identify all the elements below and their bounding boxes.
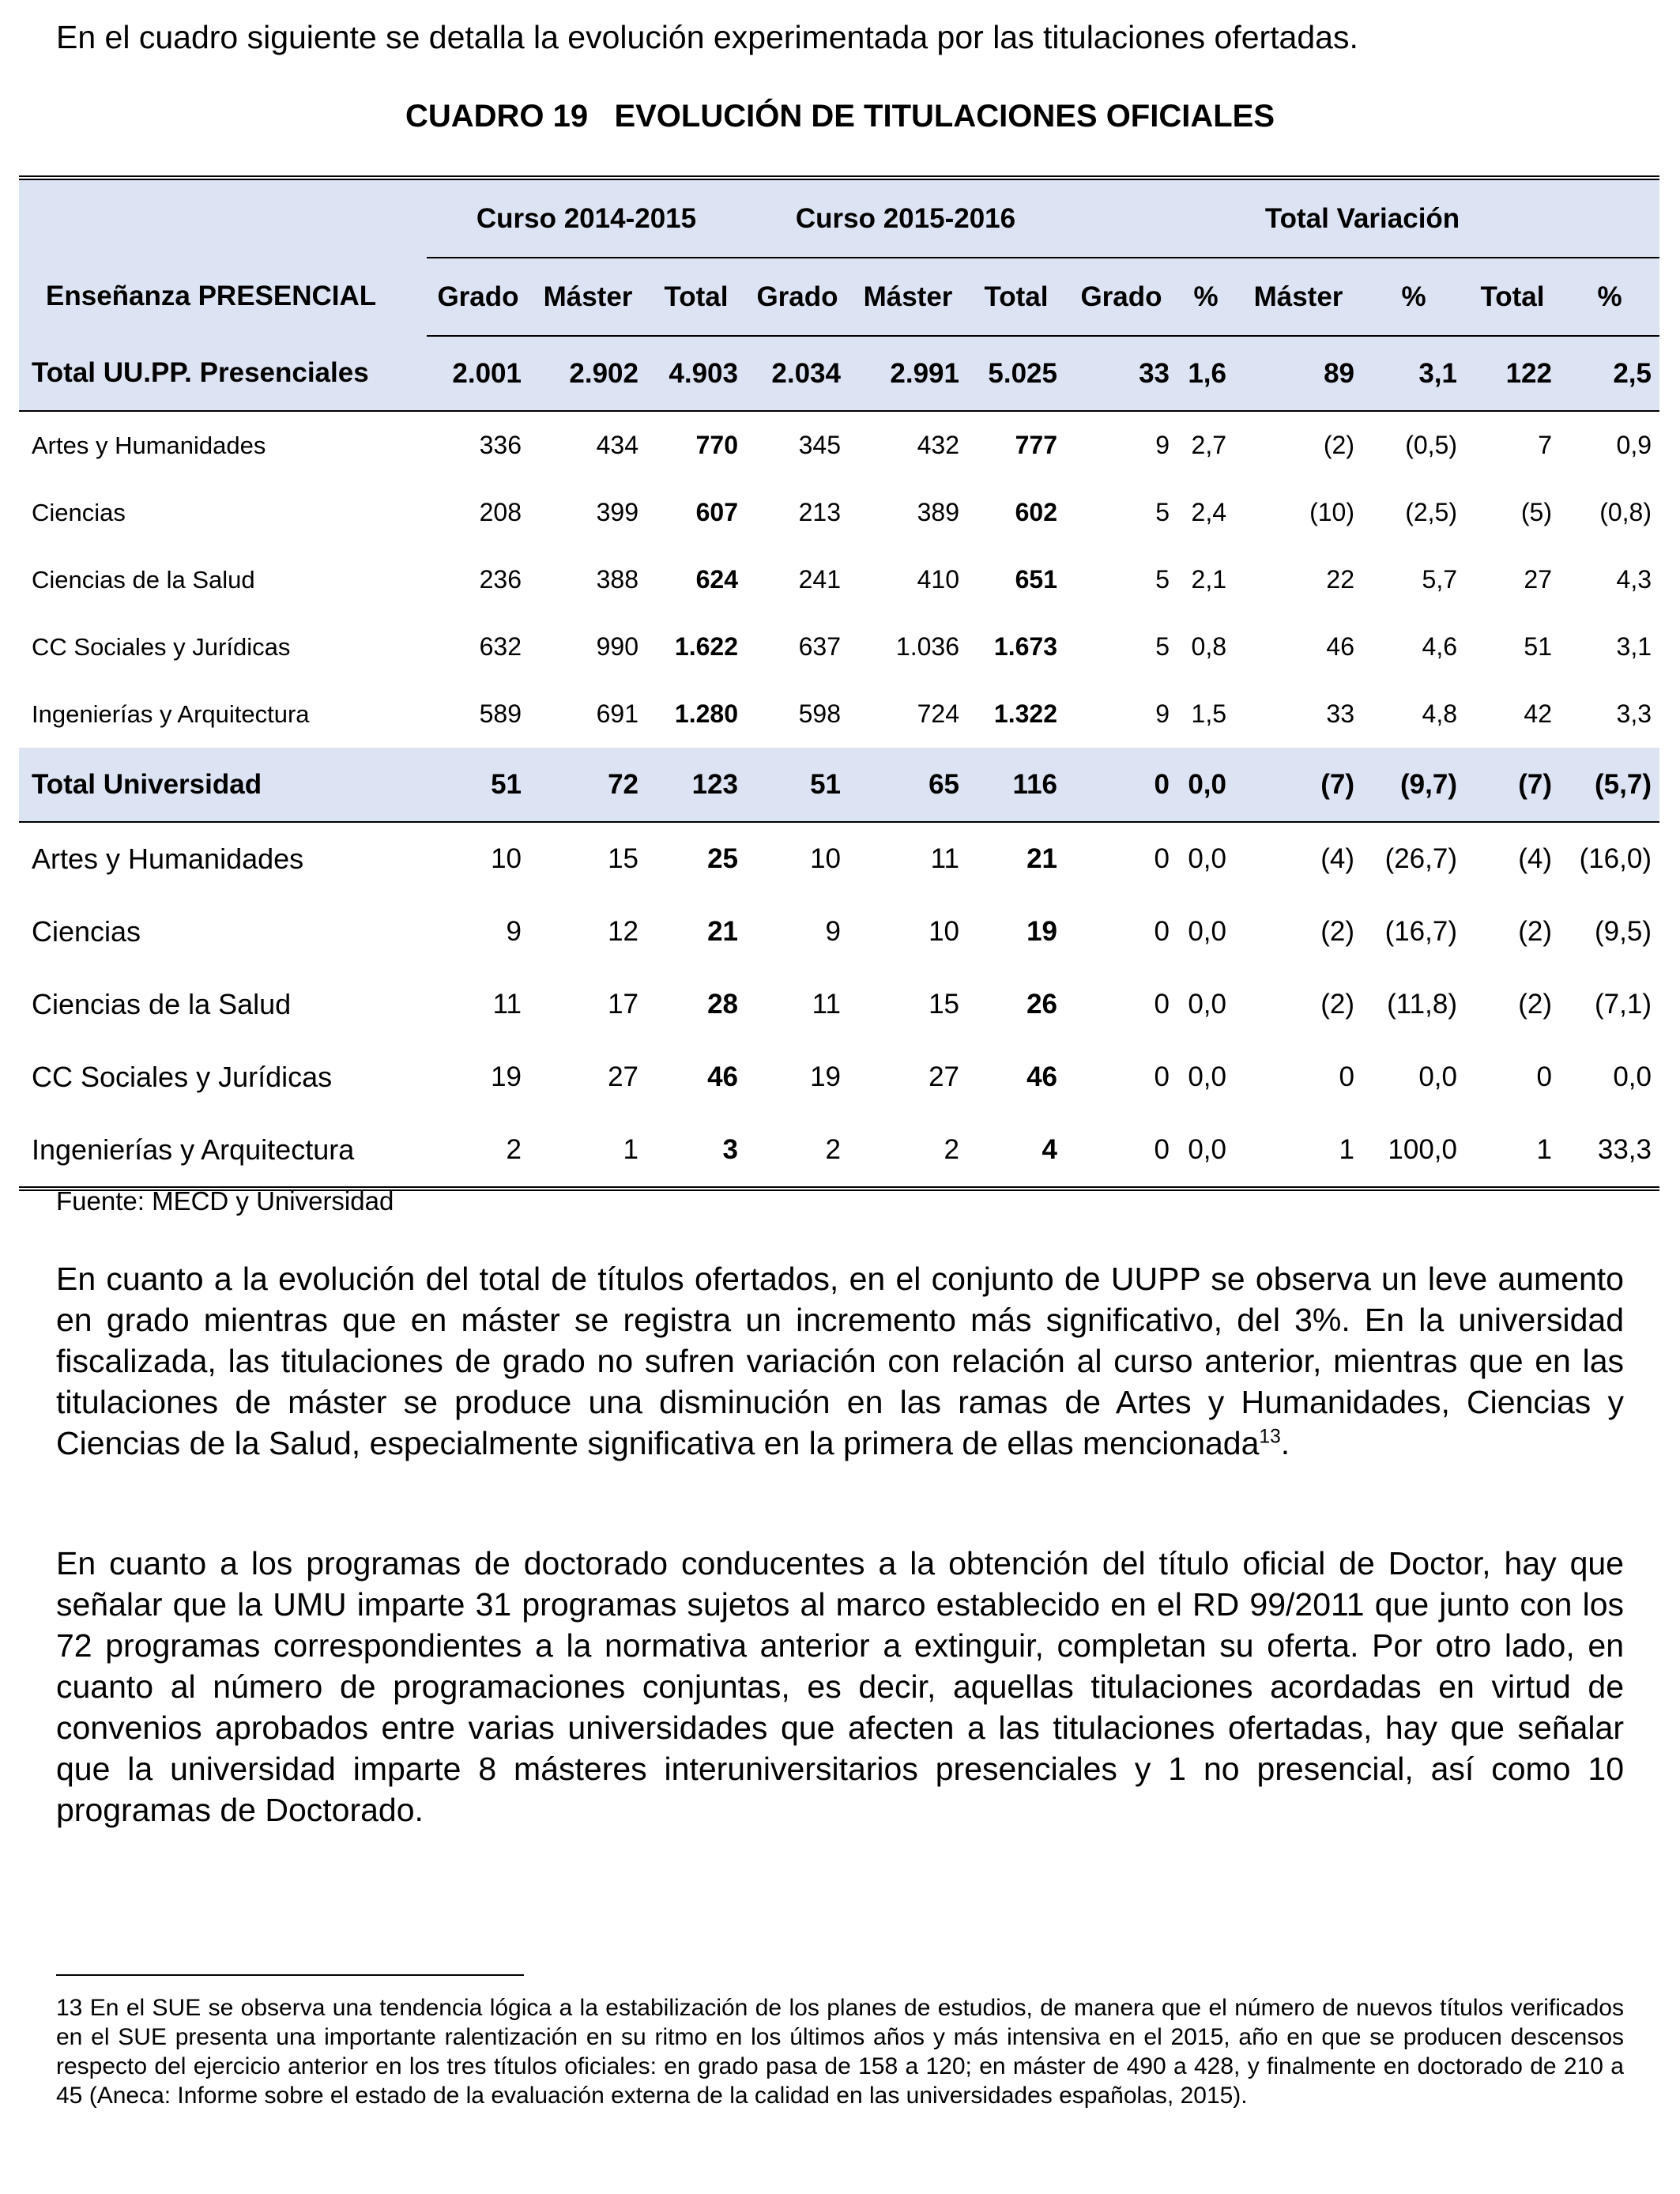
table-cell: 51	[427, 748, 529, 822]
table-row	[19, 895, 1659, 968]
table-cell: 651	[1015, 565, 1057, 594]
table-cell: 345	[798, 431, 841, 459]
table-cell: 389	[917, 498, 959, 526]
table-cell: (4)	[1518, 843, 1552, 874]
table-cell: 19	[810, 1061, 841, 1092]
table-cell: 208	[479, 498, 522, 526]
table-cell: 1.322	[993, 699, 1057, 728]
table-cell: (16,0)	[1579, 843, 1652, 874]
table-cell: 0	[1154, 916, 1170, 947]
table-cell: 4,3	[1616, 565, 1652, 594]
table-cell: 602	[1015, 498, 1057, 526]
table-cell: 89	[1234, 336, 1362, 411]
table-cell: 46	[1326, 632, 1354, 661]
paragraph-1-text: En cuanto a la evolución del total de títulos ofertados, en el conjunto de UUPP se observa un leve aumento en grado mientras que en máster se registra un incremento más significativo, del 3%. En la universidad fiscalizada, las titulaciones de grado no sufren variación con relación al curso anterior, mientras que en las titulaciones de máster se produce una disminución en las ramas de Artes y Humanidades, Ciencias y Ciencias de la Salud, especialmente significativa en la primera de ellas mencionada	[56, 1261, 1624, 1461]
table-cell: 27	[929, 1061, 959, 1092]
footnote-13: 13 En el SUE se observa una tendencia lógica a la estabilización de los planes de estudios, de manera que el número de nuevos títulos verificados en el SUE presenta una importante ralentización en su ritmo en los últimos años y más intensiva en el 2015, año en que se producen descensos respecto del ejercicio anterior en los tres títulos oficiales: en grado pasa de 158 a 120; en máster de 490 a 428, y finalmente en doctorado de 210 a 45 (Aneca: Informe sobre el estado de la evaluación externa de la calidad en las universidades españolas, 2015).	[56, 1995, 1624, 2109]
table-cell: 2,7	[1191, 431, 1226, 459]
table-cell: (5,7)	[1560, 748, 1659, 822]
table-cell: 0,0	[1188, 916, 1226, 947]
table-cell: (2)	[1323, 431, 1354, 459]
table-cell: (7)	[1465, 748, 1560, 822]
table-cell: 10	[491, 843, 522, 874]
row-label: Ciencias	[32, 498, 126, 526]
table-cell: (2,5)	[1405, 498, 1457, 526]
table-cell: 7	[1538, 431, 1552, 459]
column-header: Grado	[427, 258, 529, 336]
column-header: Grado	[1065, 258, 1177, 336]
table-cell: 22	[1326, 565, 1354, 594]
table-cell: (2)	[1320, 989, 1354, 1020]
table-cell: 5.025	[967, 336, 1065, 411]
row-label: Ciencias de la Salud	[32, 565, 255, 594]
table-cell: 691	[596, 699, 638, 728]
table-cell: 0,0	[1177, 1114, 1234, 1189]
table-cell: (11,8)	[1387, 989, 1457, 1020]
table-cell: 607	[695, 498, 738, 526]
row-label: Ciencias	[32, 915, 141, 948]
table-cell: 21	[1026, 843, 1057, 874]
table-cell: 3	[646, 1114, 746, 1189]
table-cell: 0,0	[1418, 1061, 1457, 1092]
table-cell: 46	[707, 1061, 738, 1092]
group-header: Total Variación	[1065, 180, 1659, 258]
table-row	[19, 613, 1659, 680]
row-label: Artes y Humanidades	[32, 431, 266, 459]
table-cell: 2.991	[849, 336, 967, 411]
table-cell: (2)	[1518, 989, 1552, 1020]
table-cell: 724	[917, 699, 959, 728]
table-cell: 1	[1234, 1114, 1362, 1189]
table-cell: 432	[917, 431, 959, 459]
paragraph-1	[56, 1258, 1624, 1464]
table-cell: 336	[479, 431, 522, 459]
table-cell: 3,3	[1616, 699, 1652, 728]
table-cell: (4)	[1320, 843, 1354, 874]
table-cell: 4,6	[1422, 632, 1457, 661]
table-cell: 0	[1339, 1061, 1354, 1092]
table-row	[19, 968, 1659, 1041]
table-cell: 0	[1154, 843, 1170, 874]
table-cell: 72	[529, 748, 646, 822]
column-header: %	[1560, 258, 1659, 336]
table-cell: 399	[596, 498, 638, 526]
table-cell: 12	[608, 916, 638, 947]
table-cell: 2,1	[1191, 565, 1226, 594]
row-label: Ciencias de la Salud	[32, 988, 292, 1020]
row-label: Artes y Humanidades	[32, 843, 304, 875]
table-cell: 0,8	[1191, 632, 1226, 661]
row-label: Total UU.PP. Presenciales	[19, 336, 427, 411]
table-cell: 213	[798, 498, 841, 526]
table-cell: 4	[967, 1114, 1065, 1189]
table-cell: 1.280	[674, 699, 738, 728]
table-cell: 123	[646, 748, 746, 822]
table-cell: 26	[1026, 989, 1057, 1020]
table-cell: 777	[1015, 431, 1057, 459]
table-cell: 236	[479, 565, 522, 594]
table-cell: 637	[798, 632, 841, 661]
table-cell: (7)	[1234, 748, 1362, 822]
table-cell: 5	[1155, 565, 1170, 594]
table-cell: 2.001	[427, 336, 529, 411]
total-row	[19, 748, 1659, 822]
table-cell: 5,7	[1422, 565, 1457, 594]
table-cell: 1	[1465, 1114, 1560, 1189]
table-cell: 4,8	[1422, 699, 1457, 728]
header-row-groups	[19, 180, 1659, 258]
table-cell: 0	[1065, 748, 1177, 822]
table-cell: 434	[596, 431, 638, 459]
column-header: Total	[646, 258, 746, 336]
table-cell: 9	[1155, 431, 1170, 459]
table-cell: 3,1	[1362, 336, 1465, 411]
table-cell: (26,7)	[1384, 843, 1457, 874]
intro-text: En el cuadro siguiente se detalla la evolución experimentada por las titulaciones ofertadas.	[56, 19, 1358, 55]
table-cell: (9,5)	[1595, 916, 1652, 947]
table-cell: 1	[529, 1114, 646, 1189]
row-label: CC Sociales y Jurídicas	[32, 1061, 333, 1093]
table-cell: 410	[917, 565, 959, 594]
table-cell: 2,4	[1191, 498, 1226, 526]
table-cell: 10	[810, 843, 841, 874]
table-row	[19, 479, 1659, 546]
table-cell: 21	[707, 916, 738, 947]
row-header: Enseñanza PRESENCIAL	[19, 180, 427, 336]
row-label: CC Sociales y Jurídicas	[32, 632, 291, 661]
footnote-divider	[56, 1974, 524, 1976]
table-cell: 17	[608, 989, 638, 1020]
total-row	[19, 336, 1659, 411]
table-cell: 2	[849, 1114, 967, 1189]
table-cell: 100,0	[1362, 1114, 1465, 1189]
table-cell: 770	[695, 431, 738, 459]
column-header: Total	[1465, 258, 1560, 336]
table-cell: 11	[492, 989, 522, 1020]
table-cell: (0,5)	[1405, 431, 1457, 459]
column-header: Total	[967, 258, 1065, 336]
table-cell: 15	[608, 843, 638, 874]
table-cell: 46	[1026, 1061, 1057, 1092]
table-cell: 116	[967, 748, 1065, 822]
source-note: Fuente: MECD y Universidad	[56, 1186, 394, 1216]
table-cell: 9	[1155, 699, 1170, 728]
column-header: Máster	[529, 258, 646, 336]
group-header: Curso 2014-2015	[427, 180, 746, 258]
table-cell: 33	[1065, 336, 1177, 411]
column-header: Grado	[746, 258, 849, 336]
table-cell: 0	[1065, 1114, 1177, 1189]
table-cell: (2)	[1320, 916, 1354, 947]
table-cell: 3,1	[1616, 632, 1652, 661]
table-cell: 9	[506, 916, 522, 947]
table-cell: 241	[798, 565, 841, 594]
table-cell: 589	[479, 699, 522, 728]
table-cell: (9,7)	[1362, 748, 1465, 822]
table-cell: 0	[1536, 1061, 1552, 1092]
table-cell: 27	[1524, 565, 1552, 594]
table-cell: 51	[1524, 632, 1552, 661]
titulaciones-table	[19, 175, 1659, 1191]
table-cell: (0,8)	[1599, 498, 1652, 526]
paragraph-1-end: .	[1280, 1425, 1290, 1461]
table-cell: 11	[930, 843, 959, 874]
table-cell: 25	[707, 843, 738, 874]
table-cell: 632	[479, 632, 522, 661]
table-cell: 9	[825, 916, 841, 947]
table-cell: 2,5	[1560, 336, 1659, 411]
table-cell: 10	[929, 916, 959, 947]
table-row	[19, 411, 1659, 479]
table-cell: 0,0	[1613, 1061, 1652, 1092]
table-cell: 122	[1465, 336, 1560, 411]
column-header: %	[1177, 258, 1234, 336]
table-cell: 51	[746, 748, 849, 822]
table-cell: 2	[746, 1114, 849, 1189]
footnote-ref[interactable]: 13	[1259, 1426, 1281, 1448]
column-header: Máster	[849, 258, 967, 336]
column-header: Máster	[1234, 258, 1362, 336]
table-cell: 0	[1154, 1061, 1170, 1092]
table-cell: 11	[812, 989, 841, 1020]
group-header: Curso 2015-2016	[746, 180, 1065, 258]
table-cell: 2	[427, 1114, 529, 1189]
row-label: Total Universidad	[19, 748, 427, 822]
table-cell: 0,0	[1188, 989, 1226, 1020]
table-cell: 65	[849, 748, 967, 822]
table-cell: 1.673	[993, 632, 1057, 661]
table-cell: 0,9	[1616, 431, 1652, 459]
table-cell: 990	[596, 632, 638, 661]
table-cell: (16,7)	[1384, 916, 1457, 947]
table-cell: (7,1)	[1595, 989, 1652, 1020]
row-label: Ingenierías y Arquitectura	[32, 699, 310, 728]
table-row	[19, 546, 1659, 613]
table-row	[19, 1114, 1659, 1189]
table-cell: (10)	[1309, 498, 1354, 526]
paragraph-2: En cuanto a los programas de doctorado conducentes a la obtención del título oficial de Doctor, hay que señalar que la UMU imparte 31 programas sujetos al marco establecido en el RD 99/2011 que junto con los 72 programas correspondientes a la normativa anterior a extinguir, completan su oferta. Por otro lado, en cuanto al número de programaciones conjuntas, es decir, aquellas titulaciones acordadas en virtud de convenios aprobados entre varias universidades que afecten a las titulaciones ofertadas, hay que señalar que la universidad imparte 8 másteres interuniversitarios presenciales y 1 no presencial, así como 10 programas de Doctorado.	[56, 1545, 1624, 1828]
table-cell: 4.903	[646, 336, 746, 411]
table-cell: 28	[707, 989, 738, 1020]
table-cell: 42	[1524, 699, 1552, 728]
table-cell: 1.036	[895, 632, 959, 661]
table-cell: 5	[1155, 498, 1170, 526]
table-cell: 0	[1154, 989, 1170, 1020]
table-cell: 1,5	[1191, 699, 1226, 728]
table-cell: 5	[1155, 632, 1170, 661]
table-cell: 0,0	[1177, 748, 1234, 822]
table-cell: 388	[596, 565, 638, 594]
table-cell: 33	[1326, 699, 1354, 728]
table-cell: 2.034	[746, 336, 849, 411]
table-cell: 19	[1026, 916, 1057, 947]
table-cell: 2.902	[529, 336, 646, 411]
table-cell: 0,0	[1188, 843, 1226, 874]
table-cell: 27	[608, 1061, 638, 1092]
table-row	[19, 1041, 1659, 1114]
table-row	[19, 680, 1659, 748]
table-cell: 33,3	[1560, 1114, 1659, 1189]
table-cell: (2)	[1518, 916, 1552, 947]
table-cell: 19	[491, 1061, 522, 1092]
table-cell: 598	[798, 699, 841, 728]
table-title: CUADRO 19 EVOLUCIÓN DE TITULACIONES OFICIALES	[405, 99, 1275, 134]
table-cell: 0,0	[1188, 1061, 1226, 1092]
table-cell: 15	[929, 989, 959, 1020]
table-row	[19, 822, 1659, 895]
table-cell: 624	[695, 565, 738, 594]
row-label: Ingenierías y Arquitectura	[19, 1114, 427, 1189]
column-header: %	[1362, 258, 1465, 336]
table-cell: 1.622	[674, 632, 738, 661]
table-cell: 1,6	[1177, 336, 1234, 411]
table-cell: (5)	[1520, 498, 1552, 526]
